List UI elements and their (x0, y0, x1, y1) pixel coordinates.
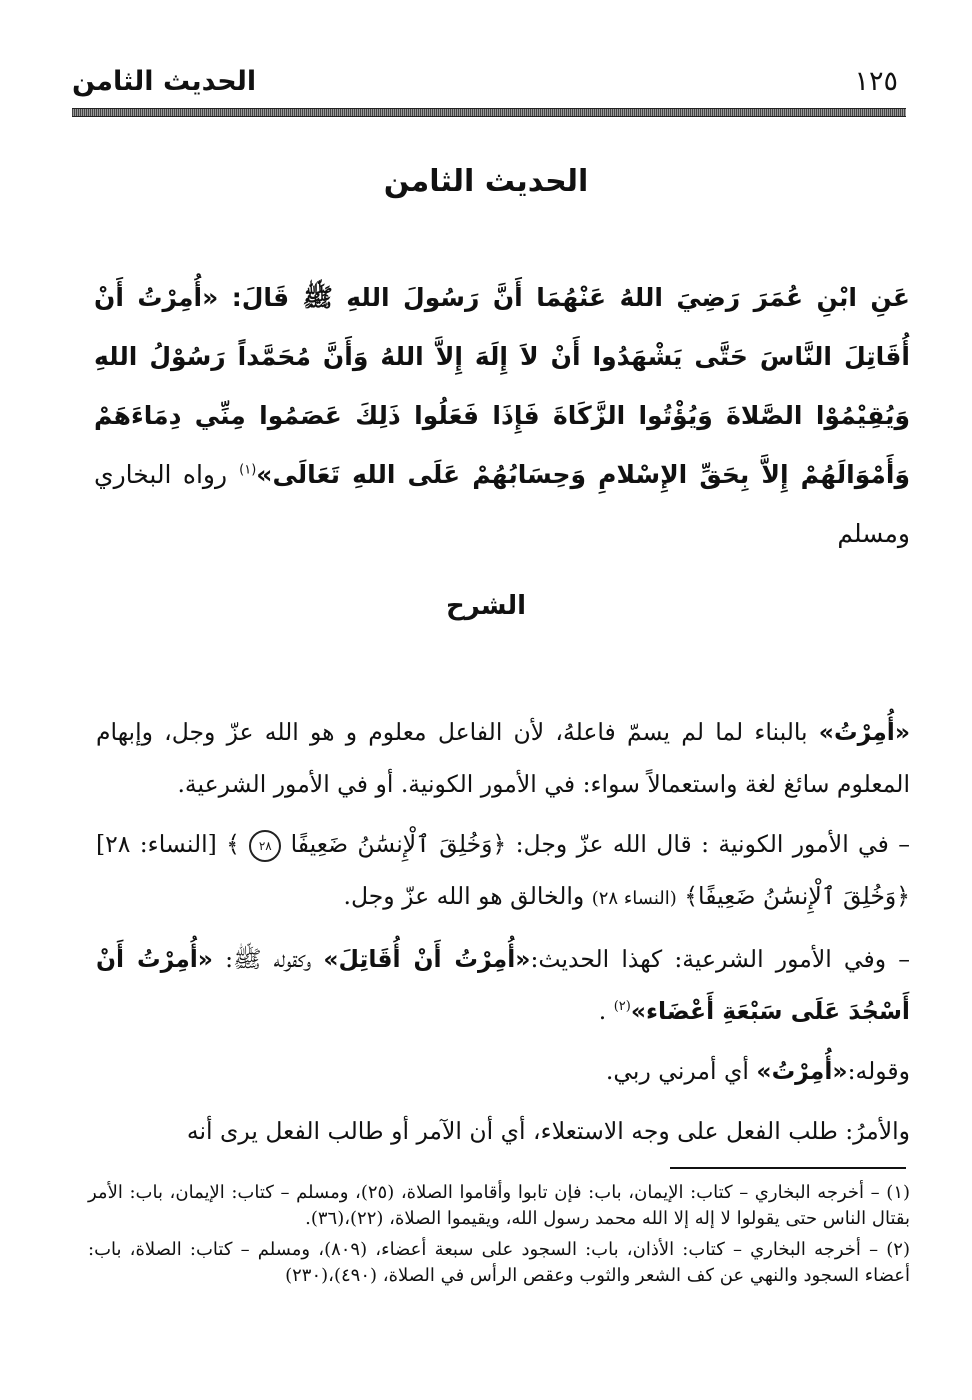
commentary-paragraph-2 (96, 818, 910, 925)
ayah-number-marker: ٢٨ (249, 830, 281, 862)
verse-reference: [النساء: ٢٨] (96, 830, 217, 858)
section-title: الشرح (445, 591, 527, 621)
commentary-paragraph-1 (96, 706, 910, 810)
footnotes (88, 1180, 910, 1294)
hadith-text (94, 268, 910, 563)
hadith-source: رواه البخاري ومسلم (94, 460, 910, 548)
page-number: ١٢٥ (854, 66, 898, 97)
commentary-paragraph-3 (96, 933, 910, 1037)
footnote-2: (٢) – أخرجه البخاري – كتاب: الأذان، باب: السجود على سبعة أعضاء، (٨٠٩)، ومسلم – كتاب: الصلاة، باب: أعضاء السجود والنهي عن كف الشعر والثوب وعقص الرأس في الصلاة، (٤٩٠)،(٢٣٠) (88, 1239, 910, 1286)
hadith-quote-prostrate: «أُمِرْتُ أَنْ أَسْجُدَ عَلَى سَبْعَةِ أَعْضَاء» (96, 945, 910, 1025)
paragraph-end: والخالق هو الله عزّ وجل. (343, 882, 585, 910)
footnote-separator (670, 1167, 906, 1169)
hadith-narration: عَنِ ابْنِ عُمَرَ رَضِيَ اللهُ عَنْهُمَا أَنَّ رَسُولَ اللهِ ﷺ قَالَ: «أُمِرْتُ أَنْ أُقَاتِلَ النَّاسَ حَتَّى يَشْهَدُوا أَنْ لاَ إِلَهَ إِلاَّ اللهُ وَأَنَّ مُحَمَّداً رَسُوْلُ اللهِ وَيُقِيْمُوْا الصَّلاةَ وَيُؤْتُوا الزَّكَاةَ فَإِذَا فَعَلُوا ذَلِكَ عَصَمُوا مِنِّي دِمَاءَهَمْ وَأَمْوَالَهُمْ إِلاَّ بِحَقِّ الإِسْلامِ وَحِسَابُهُمْ عَلَى اللهِ تَعَالَى» (94, 283, 910, 489)
quran-verse-repeat: ﴿وَخُلِقَ ٱلْإِنسَٰنُ ضَعِيفًا﴾ (684, 882, 910, 910)
commentary-paragraph-4 (96, 1045, 910, 1097)
footnote-marker-1[interactable]: (١) (239, 462, 257, 478)
paragraph-end: . (598, 997, 607, 1025)
commentary (96, 706, 910, 1165)
quran-verse: ﴿وَخُلِقَ ٱلْإِنسَٰنُ ضَعِيفًا (290, 830, 507, 858)
paragraph-text: بالبناء لما لم يسمّ فاعلهُ، لأن الفاعل معلوم و هو الله عزّ وجل، وإبهام المعلوم سائغ لغة واستعمالاً سواء: في الأمور الكونية. أو في الأمور الشرعية. (96, 718, 910, 798)
commentary-paragraph-5 (96, 1105, 910, 1157)
verse-reference-small: (النساء ٢٨) (591, 888, 677, 909)
paragraph-intro: وقوله: (847, 1057, 910, 1085)
running-title: الحديث الثامن (72, 66, 257, 97)
term-umirtu: «أُمِرْتُ» (756, 1057, 848, 1085)
paragraph-text: أي أمرني ربي. (605, 1057, 749, 1085)
header-rule (72, 108, 906, 117)
footnote-marker-2[interactable]: (٢) (613, 999, 631, 1015)
paragraph-intro: – في الأمور الكونية : قال الله عزّ وجل: (515, 830, 910, 858)
hadith-quote-fight: «أُمِرْتُ أَنْ أُقَاتِلَ» (323, 945, 531, 973)
quran-verse-close: ﴾ (226, 830, 240, 858)
chapter-title: الحديث الثامن (383, 164, 589, 199)
term-umirtu: «أُمِرْتُ» (818, 718, 910, 746)
paragraph-mid: وكقوله ﷺ: (225, 945, 312, 973)
paragraph-text: والأمرُ: طلب الفعل على وجه الاستعلاء، أي أن الآمر أو طالب الفعل يرى أنه (186, 1117, 910, 1145)
footnote-1: (١) – أخرجه البخاري – كتاب: الإيمان، باب: فإن تابوا وأقاموا الصلاة، (٢٥)، ومسلم – كتاب: الإيمان، باب: الأمر بقتال الناس حتى يقولوا لا إله إلا الله محمد رسول الله، ويقيموا الصلاة، (٢٢)،(٣٦). (88, 1182, 911, 1229)
running-header (72, 62, 904, 106)
paragraph-intro: – وفي الأمور الشرعية: كهذا الحديث: (530, 945, 910, 973)
